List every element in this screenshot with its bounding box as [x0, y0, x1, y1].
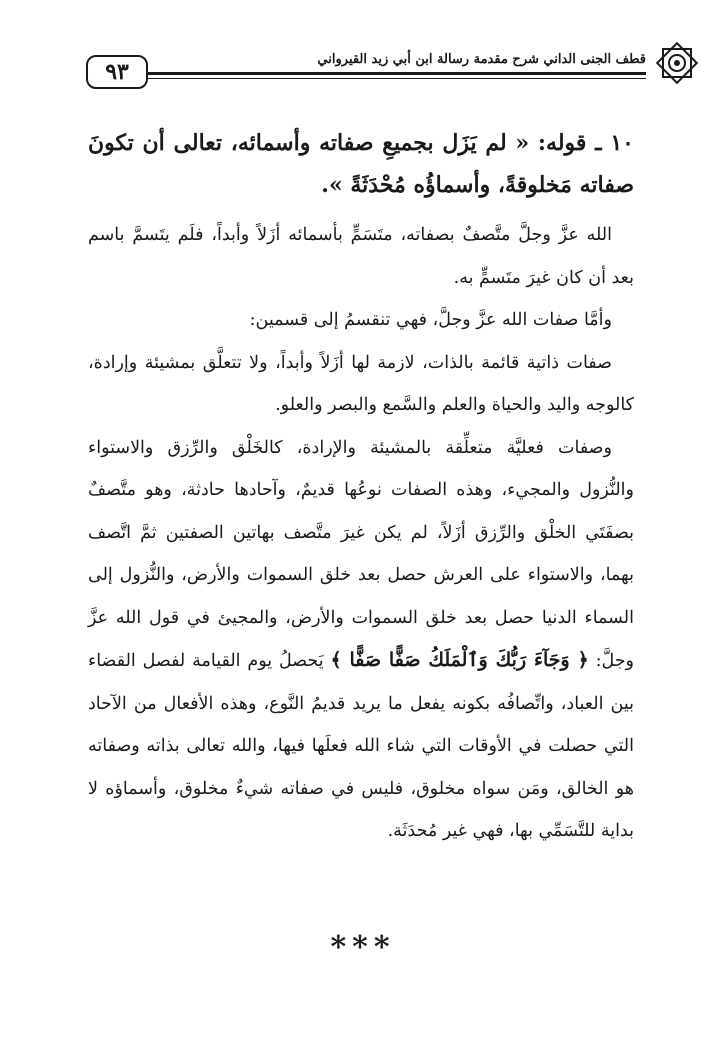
header-rule-thin: [148, 78, 646, 79]
section-heading: [88, 122, 634, 206]
running-title: قطف الجنى الداني شرح مقدمة رسالة ابن أبي زيد القيرواني: [317, 52, 646, 67]
eight-point-star-ornament-icon: [654, 40, 700, 86]
section-separator: ***: [330, 930, 396, 965]
paragraph-4-continuation: يَحصلُ يوم القيامة لفصل القضاء بين العباد، واتِّصافُه بكونه يفعل ما يريد قديمُ النَّوع، وهذه الأفعال من الآحاد التي حصلت في الأوقات التي شاء الله فعلَها فيها، والله تعالى بذاته وصفاته هو الخالق، ومَن سواه مخلوق، فليس في صفاته شيءٌ مخلوق، وأسماؤه لا بداية للتَّسَمِّي بها، فهي غير مُحدَثَة.: [88, 651, 634, 841]
page-body: [88, 122, 634, 853]
paragraph-2: وأمَّا صفات الله عزَّ وجلَّ، فهي تنقسمُ إلى قسمين:: [249, 310, 612, 330]
header-rule-thick: [148, 72, 646, 75]
paragraph-1: الله عزَّ وجلَّ متَّصفٌ بصفاته، متَسَمٍّ بأسمائه أزَلاً وأبداً، فلَم يتَسمَّ باسم بعد أن كان غيرَ متَسمٍّ به.: [88, 225, 634, 288]
section-number: ١٠ ـ: [595, 130, 634, 156]
paragraph-4: [88, 427, 634, 853]
page-number: ٩٣: [86, 55, 148, 89]
paragraph-3: صفات ذاتية قائمة بالذات، لازمة لها أزَلاً وأبداً، ولا تتعلَّق بمشيئة وإرادة، كالوجه واليد والحياة والعلم والسَّمع والبصر والعلو.: [88, 352, 634, 415]
paragraph-4-text: وصفات فعليَّة متعلِّقة بالمشيئة والإرادة، كالخَلْق والرِّزق والاستواء والنُّزول والمجيء، وهذه الصفات نوعُها قديمٌ، وآحادها حادثة، وهو متَّصفٌ بصفَتَي الخلْق والرِّزق أزَلاً، لم يكن غيرَ متَّصف بهاتين الصفتين ثمَّ اتَّصف بهما، والاستواء على العرش حصل بعد خلق السموات والأرض، والنُّزول إلى السماء الدنيا حصل بعد خلق السموات والأرض، والمجيئ في قول الله عزَّ وجلَّ:: [88, 437, 634, 671]
section-quote: « لم يَزَل بجميعِ صفاته وأسمائه، تعالى أن تكونَ صفاته مَخلوقةً، وأسماؤُه مُحْدَثَةً ».: [88, 130, 634, 198]
quran-verse: ﴿ وَجَآءَ رَبُّكَ وَٱلْمَلَكُ صَفًّا صَفًّا ﴾: [330, 649, 589, 671]
qawl-label: قوله:: [537, 130, 587, 156]
page-header: [80, 40, 706, 100]
